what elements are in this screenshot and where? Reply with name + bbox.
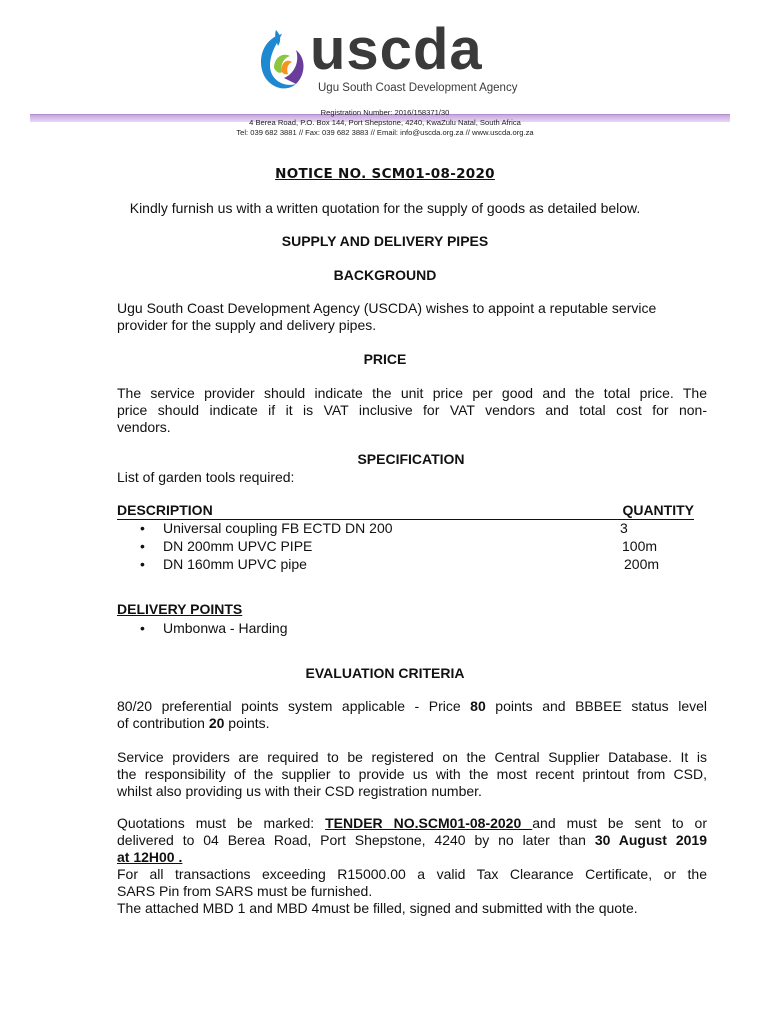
submission-paragraph bbox=[117, 815, 707, 917]
text-run: delivered to 04 Berea Road, Port Shepstone, 4240 by no later than bbox=[117, 832, 595, 848]
evaluation-line bbox=[117, 698, 707, 715]
background-paragraph bbox=[117, 300, 707, 334]
registration-number: Registration Number: 2016/158371/30 bbox=[320, 108, 450, 117]
submission-line: The attached MBD 1 and MBD 4must be filled, signed and submitted with the quote. bbox=[117, 900, 638, 916]
price-line: price should indicate if it is VAT inclusive for VAT vendors and total cost for non- bbox=[117, 402, 707, 418]
delivery-point: Umbonwa - Harding bbox=[163, 620, 288, 636]
text-run: 80/20 preferential points system applicable - Price bbox=[117, 698, 471, 714]
subject-heading: SUPPLY AND DELIVERY PIPES bbox=[281, 233, 489, 249]
postal-address: 4 Berea Road, P.O. Box 144, Port Shepstone, 4240, KwaZulu Natal, South Africa bbox=[249, 118, 521, 127]
bullet-icon: • bbox=[140, 538, 145, 554]
submission-line: SARS Pin from SARS must be furnished. bbox=[117, 883, 373, 899]
evaluation-paragraph-1 bbox=[117, 698, 707, 732]
tender-number: TENDER NO.SCM01-08-2020 bbox=[325, 815, 533, 831]
background-line: Ugu South Coast Development Agency (USCDA) wishes to appoint a reputable service bbox=[117, 300, 657, 316]
notice-number: NOTICE NO. SCM01-08-2020 bbox=[275, 166, 495, 182]
background-heading: BACKGROUND bbox=[333, 267, 437, 283]
logo-wordmark: uscda bbox=[310, 17, 483, 82]
evaluation-line bbox=[117, 715, 707, 732]
bullet-icon: • bbox=[140, 620, 145, 636]
text-run: and must be sent to or bbox=[532, 815, 707, 831]
price-line: The service provider should indicate the unit price per good and the total price. The bbox=[117, 385, 707, 401]
description-column-header: DESCRIPTION bbox=[117, 502, 615, 520]
price-points: 80 bbox=[470, 698, 486, 714]
list-item-quantity: 200m bbox=[624, 556, 660, 572]
delivery-heading: DELIVERY POINTS bbox=[117, 601, 243, 617]
price-paragraph bbox=[117, 385, 707, 436]
list-item-quantity: 3 bbox=[620, 520, 628, 536]
quantity-column-header: QUANTITY bbox=[614, 502, 694, 520]
deadline-time: at 12H00 . bbox=[117, 849, 183, 865]
price-heading: PRICE bbox=[363, 351, 407, 367]
submission-line bbox=[117, 832, 707, 849]
submission-line bbox=[117, 815, 707, 832]
specification-heading: SPECIFICATION bbox=[357, 451, 465, 467]
text-run: Quotations must be marked: bbox=[117, 815, 326, 831]
text-run: points. bbox=[224, 715, 270, 731]
bbbee-points: 20 bbox=[208, 715, 225, 731]
swirl-logo-icon bbox=[252, 28, 308, 98]
evaluation-line: whilst also providing us with their CSD registration number. bbox=[117, 783, 482, 799]
list-item-quantity: 100m bbox=[622, 538, 658, 554]
submission-line: For all transactions exceeding R15000.00 a valid Tax Clearance Certificate, or the bbox=[117, 866, 707, 882]
bullet-icon: • bbox=[140, 556, 145, 572]
evaluation-paragraph-2 bbox=[117, 749, 707, 800]
contact-details: Tel: 039 682 3881 // Fax: 039 682 3883 // Email: info@uscda.org.za // www.uscda.org.za bbox=[236, 128, 534, 137]
specification-intro: List of garden tools required: bbox=[117, 469, 295, 485]
list-item-description: Universal coupling FB ECTD DN 200 bbox=[163, 520, 393, 536]
deadline-date: 30 August 2019 bbox=[594, 832, 707, 848]
list-item-description: DN 160mm UPVC pipe bbox=[163, 556, 307, 572]
list-item-description: DN 200mm UPVC PIPE bbox=[163, 538, 313, 554]
evaluation-line: Service providers are required to be registered on the Central Supplier Database. It is bbox=[117, 749, 707, 765]
uscda-logo bbox=[252, 17, 522, 104]
evaluation-heading: EVALUATION CRITERIA bbox=[305, 665, 465, 681]
evaluation-line: the responsibility of the supplier to provide us with the most recent printout from CSD, bbox=[117, 766, 707, 782]
text-run: points and BBBEE status level bbox=[485, 698, 708, 714]
submission-line bbox=[117, 849, 707, 866]
logo-tagline: Ugu South Coast Development Agency bbox=[318, 82, 518, 94]
background-line: provider for the supply and delivery pipes. bbox=[117, 317, 377, 333]
text-run: of contribution bbox=[117, 715, 209, 731]
bullet-icon: • bbox=[140, 520, 145, 536]
intro-text: Kindly furnish us with a written quotation for the supply of goods as detailed below. bbox=[129, 200, 641, 216]
price-line: vendors. bbox=[117, 419, 171, 435]
